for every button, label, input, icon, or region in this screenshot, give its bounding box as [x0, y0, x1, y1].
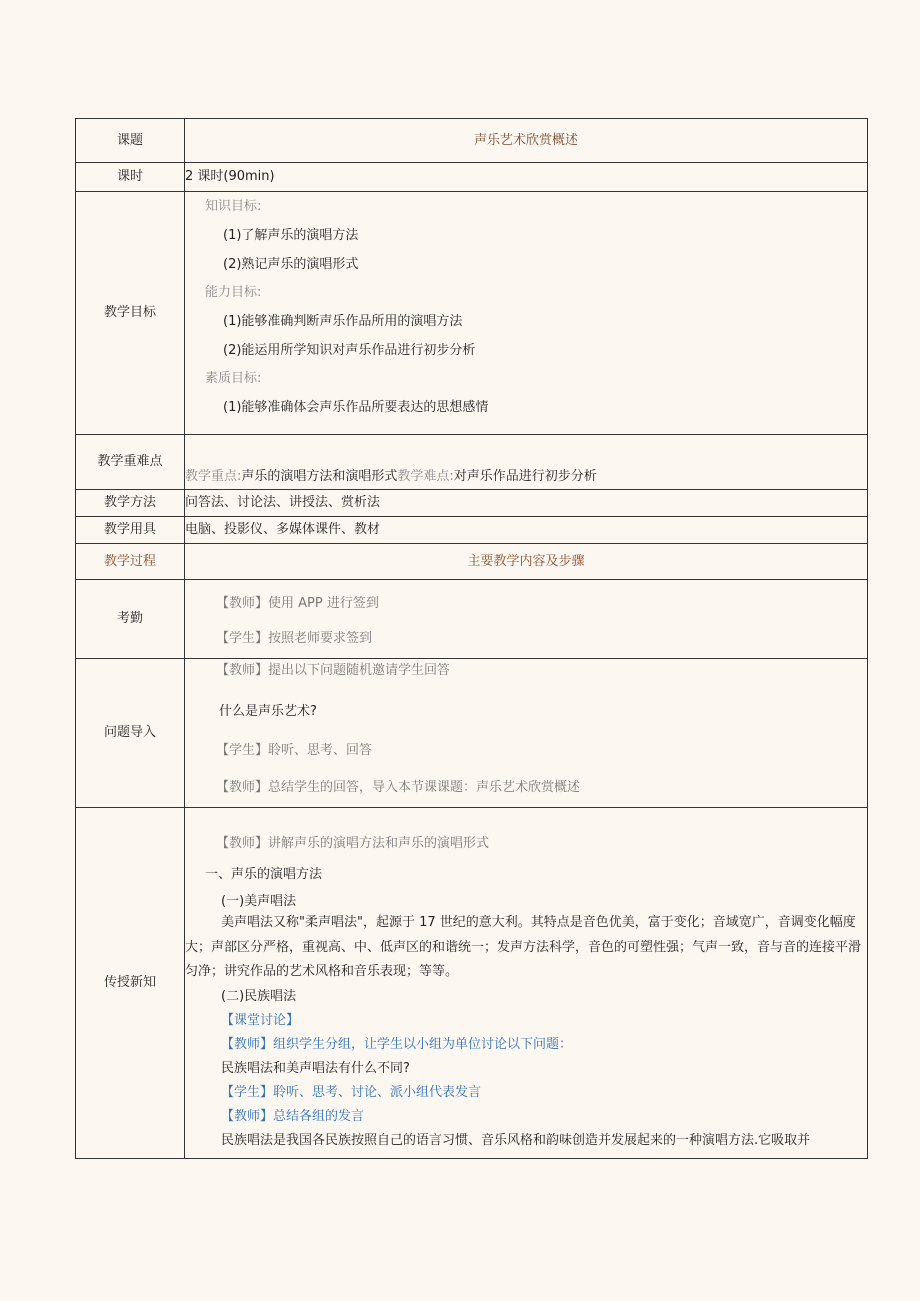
teach-sub-2: (二)民族唱法 — [221, 988, 297, 1004]
attendance-content — [185, 580, 868, 659]
intro-teacher-2: 【教师】总结学生的回答，导入本节课课题：声乐艺术欣赏概述 — [216, 780, 581, 795]
topic-title: 声乐艺术欣赏概述 — [185, 119, 868, 163]
topic-label: 课题 — [76, 119, 185, 163]
teach-teacher-sum: 【教师】总结各组的发言 — [221, 1108, 365, 1124]
teach-question-2: 民族唱法和美声唱法有什么不同? — [221, 1060, 410, 1076]
methods-value: 问答法、讨论法、讲授法、赏析法 — [185, 490, 868, 517]
ability-goal-2: (2)能运用所学知识对声乐作品进行初步分析 — [223, 343, 476, 358]
hours-row — [76, 163, 868, 192]
key-point-label: 教学重点: — [185, 469, 242, 485]
teach-row — [76, 808, 868, 1159]
intro-student: 【学生】聆听、思考、回答 — [216, 743, 373, 758]
quality-goal-heading: 素质目标: — [205, 371, 262, 386]
methods-row — [76, 490, 868, 517]
tools-value: 电脑、投影仪、多媒体课件、教材 — [185, 517, 868, 544]
topic-row — [76, 119, 868, 163]
methods-label: 教学方法 — [76, 490, 185, 517]
keypoints-row — [76, 435, 868, 490]
lesson-plan-table — [75, 118, 868, 1159]
teach-para-2: 民族唱法是我国各民族按照自己的语言习惯、音乐风格和韵味创造并发展起来的一种演唱方法.它吸取并 — [221, 1132, 811, 1148]
tools-row — [76, 517, 868, 544]
teach-section-1: 一、声乐的演唱方法 — [205, 867, 323, 882]
process-header-left: 教学过程 — [76, 544, 185, 580]
goals-row — [76, 192, 868, 435]
knowledge-goal-1: (1)了解声乐的演唱方法 — [223, 228, 359, 243]
goals-content — [185, 192, 868, 435]
tools-label: 教学用具 — [76, 517, 185, 544]
intro-label: 问题导入 — [76, 659, 185, 808]
teach-discussion: 【课堂讨论】 — [221, 1012, 300, 1028]
teach-sub-1: (一)美声唱法 — [221, 894, 297, 909]
teach-para-1: 美声唱法又称"柔声唱法"，起源于 17 世纪的意大利。其特点是音色优美，富于变化；音域宽广，音调变化幅度大；声部区分严格，重视高、中、低声区的和谐统一；发声方法科学，音色的可塑性强；气声一致，音与音的连接平滑匀净；讲究作品的艺术风格和音乐表现；等等。 — [185, 915, 862, 979]
hours-value: 2 课时(90min) — [185, 163, 868, 192]
difficulty-label: 教学难点: — [397, 469, 454, 485]
keypoints-label: 教学重难点 — [76, 435, 185, 490]
quality-goal-1: (1)能够准确体会声乐作品所要表达的思想感情 — [223, 400, 489, 415]
teach-teacher-intro: 【教师】讲解声乐的演唱方法和声乐的演唱形式 — [216, 836, 490, 851]
teach-content — [185, 808, 868, 1159]
intro-question: 什么是声乐艺术? — [219, 704, 317, 719]
key-point-text: 声乐的演唱方法和演唱形式 — [241, 469, 398, 485]
difficulty-text: 对声乐作品进行初步分析 — [453, 469, 597, 485]
teach-teacher-group: 【教师】组织学生分组，让学生以小组为单位讨论以下问题： — [221, 1036, 573, 1052]
knowledge-goal-heading: 知识目标: — [205, 199, 262, 214]
knowledge-goal-2: (2)熟记声乐的演唱形式 — [223, 257, 359, 272]
intro-content — [185, 659, 868, 808]
hours-label: 课时 — [76, 163, 185, 192]
attendance-row — [76, 580, 868, 659]
intro-row — [76, 659, 868, 808]
keypoints-content — [185, 435, 868, 490]
teach-student-2: 【学生】聆听、思考、讨论、派小组代表发言 — [221, 1084, 482, 1100]
attendance-teacher: 【教师】使用 APP 进行签到 — [216, 596, 379, 611]
attendance-student: 【学生】按照老师要求签到 — [216, 631, 373, 646]
process-header-row — [76, 544, 868, 580]
goals-label: 教学目标 — [76, 192, 185, 435]
ability-goal-heading: 能力目标: — [205, 285, 262, 300]
attendance-label: 考勤 — [76, 580, 185, 659]
teach-label: 传授新知 — [76, 808, 185, 1159]
process-header-right: 主要教学内容及步骤 — [185, 544, 868, 580]
intro-teacher-1: 【教师】提出以下问题随机邀请学生回答 — [216, 663, 451, 678]
ability-goal-1: (1)能够准确判断声乐作品所用的演唱方法 — [223, 314, 463, 329]
